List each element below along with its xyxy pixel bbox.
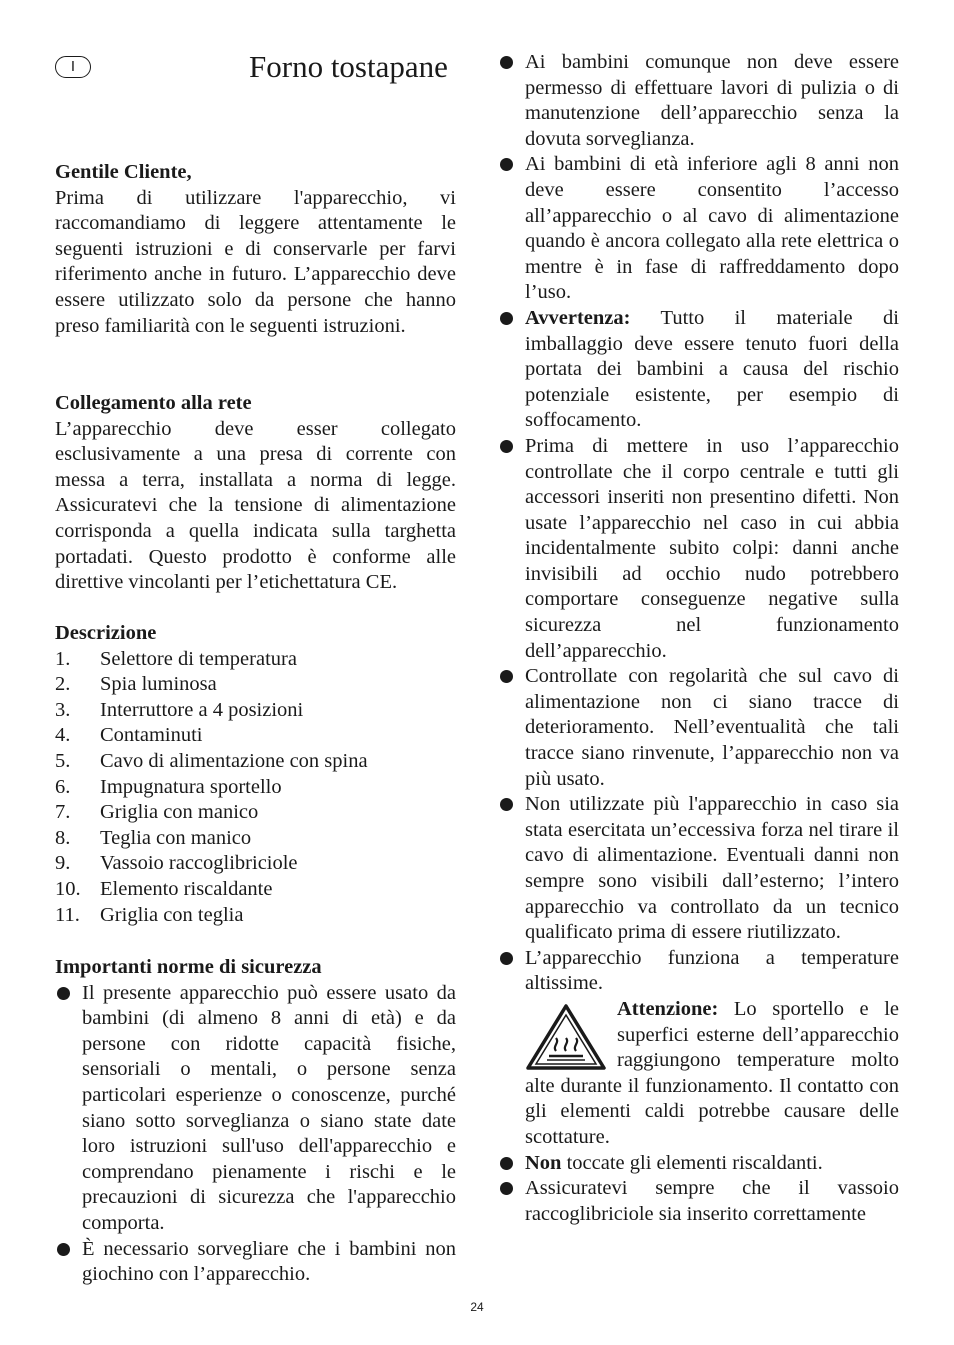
hot-surface-warning bbox=[525, 997, 899, 1151]
item-number: 4. bbox=[55, 724, 71, 747]
list-item bbox=[55, 800, 456, 826]
safety-bullet: Ai bambini di età inferiore agli 8 anni non deve essere consentito l’accesso all’apparecchio o al cavo di alimentazione quando è ancora collegato alla rete elettrica o mentre è in fase di raffreddamento dopo l’uso. bbox=[498, 152, 899, 306]
safety-bullet: Il presente apparecchio può essere usato da bambini (di almeno 8 anni di età) e da persone con ridotte capacità fisiche, sensoriali o mentali, o persone senza particolari esperienze o conoscenze, purché siano sotto sorveglianza o siano state date loro istruzioni sull'uso dell'apparecchio e comprendano pienamente i rischi e le precauzioni di sicurezza che l'apparecchio comporta. bbox=[55, 981, 456, 1237]
item-text: Contaminuti bbox=[100, 724, 203, 747]
item-text: Elemento riscaldante bbox=[100, 877, 273, 900]
safety-bullet bbox=[498, 946, 899, 1151]
safety-heading: Importanti norme di sicurezza bbox=[55, 956, 322, 978]
item-number: 7. bbox=[55, 801, 71, 824]
bold-word: Non bbox=[525, 1151, 562, 1174]
bullet-text: Tutto il materiale di imballaggio deve essere tenuto fuori della portata dei bambini a causa del rischio potenziale esistente, per esempio di soffocamento. bbox=[525, 306, 899, 432]
warning-text: Lo sportello e le superfici esterne dell’apparecchio raggiungono temperature molto alte durante il funzionamento. Il contatto con gli elementi caldi potrebbe causare delle scottature. bbox=[525, 997, 899, 1148]
item-number: 2. bbox=[55, 673, 71, 696]
list-item bbox=[55, 749, 456, 775]
bullet-text: toccate gli elementi riscaldanti. bbox=[561, 1151, 823, 1174]
item-number: 9. bbox=[55, 852, 71, 875]
item-text: Vassoio raccoglibriciole bbox=[100, 852, 298, 875]
bullet-text: L’apparecchio funziona a temperature altissime. bbox=[525, 946, 899, 995]
safety-bullet: Controllate con regolarità che sul cavo di alimentazione non ci siano tracce di deterioramento. Nell’eventualità che tali tracce siano rinvenute, l’apparecchio non va più usato. bbox=[498, 664, 899, 792]
safety-list-right bbox=[498, 50, 899, 1227]
intro-section bbox=[55, 160, 456, 339]
list-item bbox=[55, 647, 456, 673]
list-item bbox=[55, 826, 456, 852]
description-heading: Descrizione bbox=[55, 622, 157, 644]
intro-heading: Gentile Cliente, bbox=[55, 161, 192, 183]
item-text: Griglia con manico bbox=[100, 801, 259, 824]
item-number: 8. bbox=[55, 826, 71, 849]
item-number: 11. bbox=[55, 903, 80, 926]
safety-bullet: È necessario sorvegliare che i bambini non giochino con l’apparecchio. bbox=[55, 1237, 456, 1288]
list-item bbox=[55, 672, 456, 698]
hot-surface-warning-icon bbox=[525, 1003, 607, 1071]
page-title: Forno tostapane bbox=[249, 49, 448, 84]
item-number: 1. bbox=[55, 647, 71, 670]
item-text: Impugnatura sportello bbox=[100, 775, 282, 798]
safety-bullet bbox=[498, 306, 899, 434]
warning-label: Attenzione: bbox=[617, 997, 719, 1020]
item-number: 5. bbox=[55, 749, 71, 772]
item-number: 6. bbox=[55, 775, 71, 798]
item-text: Cavo di alimentazione con spina bbox=[100, 749, 368, 772]
connection-heading: Collegamento alla rete bbox=[55, 392, 252, 414]
item-text: Griglia con teglia bbox=[100, 903, 244, 926]
safety-section bbox=[55, 955, 456, 1288]
list-item bbox=[55, 723, 456, 749]
safety-list-left bbox=[55, 981, 456, 1288]
list-item bbox=[55, 698, 456, 724]
intro-text: Prima di utilizzare l'apparecchio, vi raccomandiamo di leggere attentamente le seguenti istruzioni e di conservarle per farvi riferimento anche in futuro. L’apparecchio deve essere utilizzato solo da persone che hanno preso familiarità con le seguenti istruzioni. bbox=[55, 186, 456, 337]
list-item bbox=[55, 877, 456, 903]
safety-bullet: Non utilizzate più l'apparecchio in caso sia stata esercitata un’eccessiva forza nel tirare il cavo di alimentazione. Eventuali danni non sempre sono visibili dall’esterno; l’intero apparecchio va controllato da un tecnico qualificato prima di essere riutilizzato. bbox=[498, 792, 899, 946]
safety-bullet bbox=[498, 1151, 899, 1177]
item-text: Interruttore a 4 posizioni bbox=[100, 698, 304, 721]
list-item bbox=[55, 903, 456, 929]
item-text: Spia luminosa bbox=[100, 673, 217, 696]
warning-label: Avvertenza: bbox=[525, 306, 631, 329]
page-number: 24 bbox=[470, 1300, 484, 1314]
list-item bbox=[55, 851, 456, 877]
safety-bullet: Assicuratevi sempre che il vassoio raccoglibriciole sia inserito correttamente bbox=[498, 1176, 899, 1227]
connection-section bbox=[55, 391, 456, 596]
description-list bbox=[55, 647, 456, 929]
list-item bbox=[55, 775, 456, 801]
item-number: 3. bbox=[55, 698, 71, 721]
safety-bullet: Prima di mettere in uso l’apparecchio controllate che il corpo centrale e tutti gli accessori inseriti non presentino difetti. Non usate l’apparecchio nel caso in cui abbia incidentalmente subito colpi: danni anche invisibili ad occhio nudo potrebbero comportare conseguenze negative sulla sicurezza nel funzionamento dell’apparecchio. bbox=[498, 434, 899, 664]
description-section bbox=[55, 621, 456, 928]
safety-bullet: Ai bambini comunque non deve essere permesso di effettuare lavori di pulizia o di manutenzione dell’apparecchio senza la dovuta sorveglianza. bbox=[498, 50, 899, 152]
item-text: Selettore di temperatura bbox=[100, 647, 297, 670]
item-number: 10. bbox=[55, 877, 81, 900]
language-badge: I bbox=[55, 56, 91, 78]
item-text: Teglia con manico bbox=[100, 826, 252, 849]
connection-text: L’apparecchio deve esser collegato esclusivamente a una presa di corrente con messa a terra, installata a norma di legge. Assicuratevi che la tensione di alimentazione corrisponda a quella indicata sulla targhetta portadati. Questo prodotto è conforme alle direttive vincolanti per l’etichettatura CE. bbox=[55, 417, 456, 594]
